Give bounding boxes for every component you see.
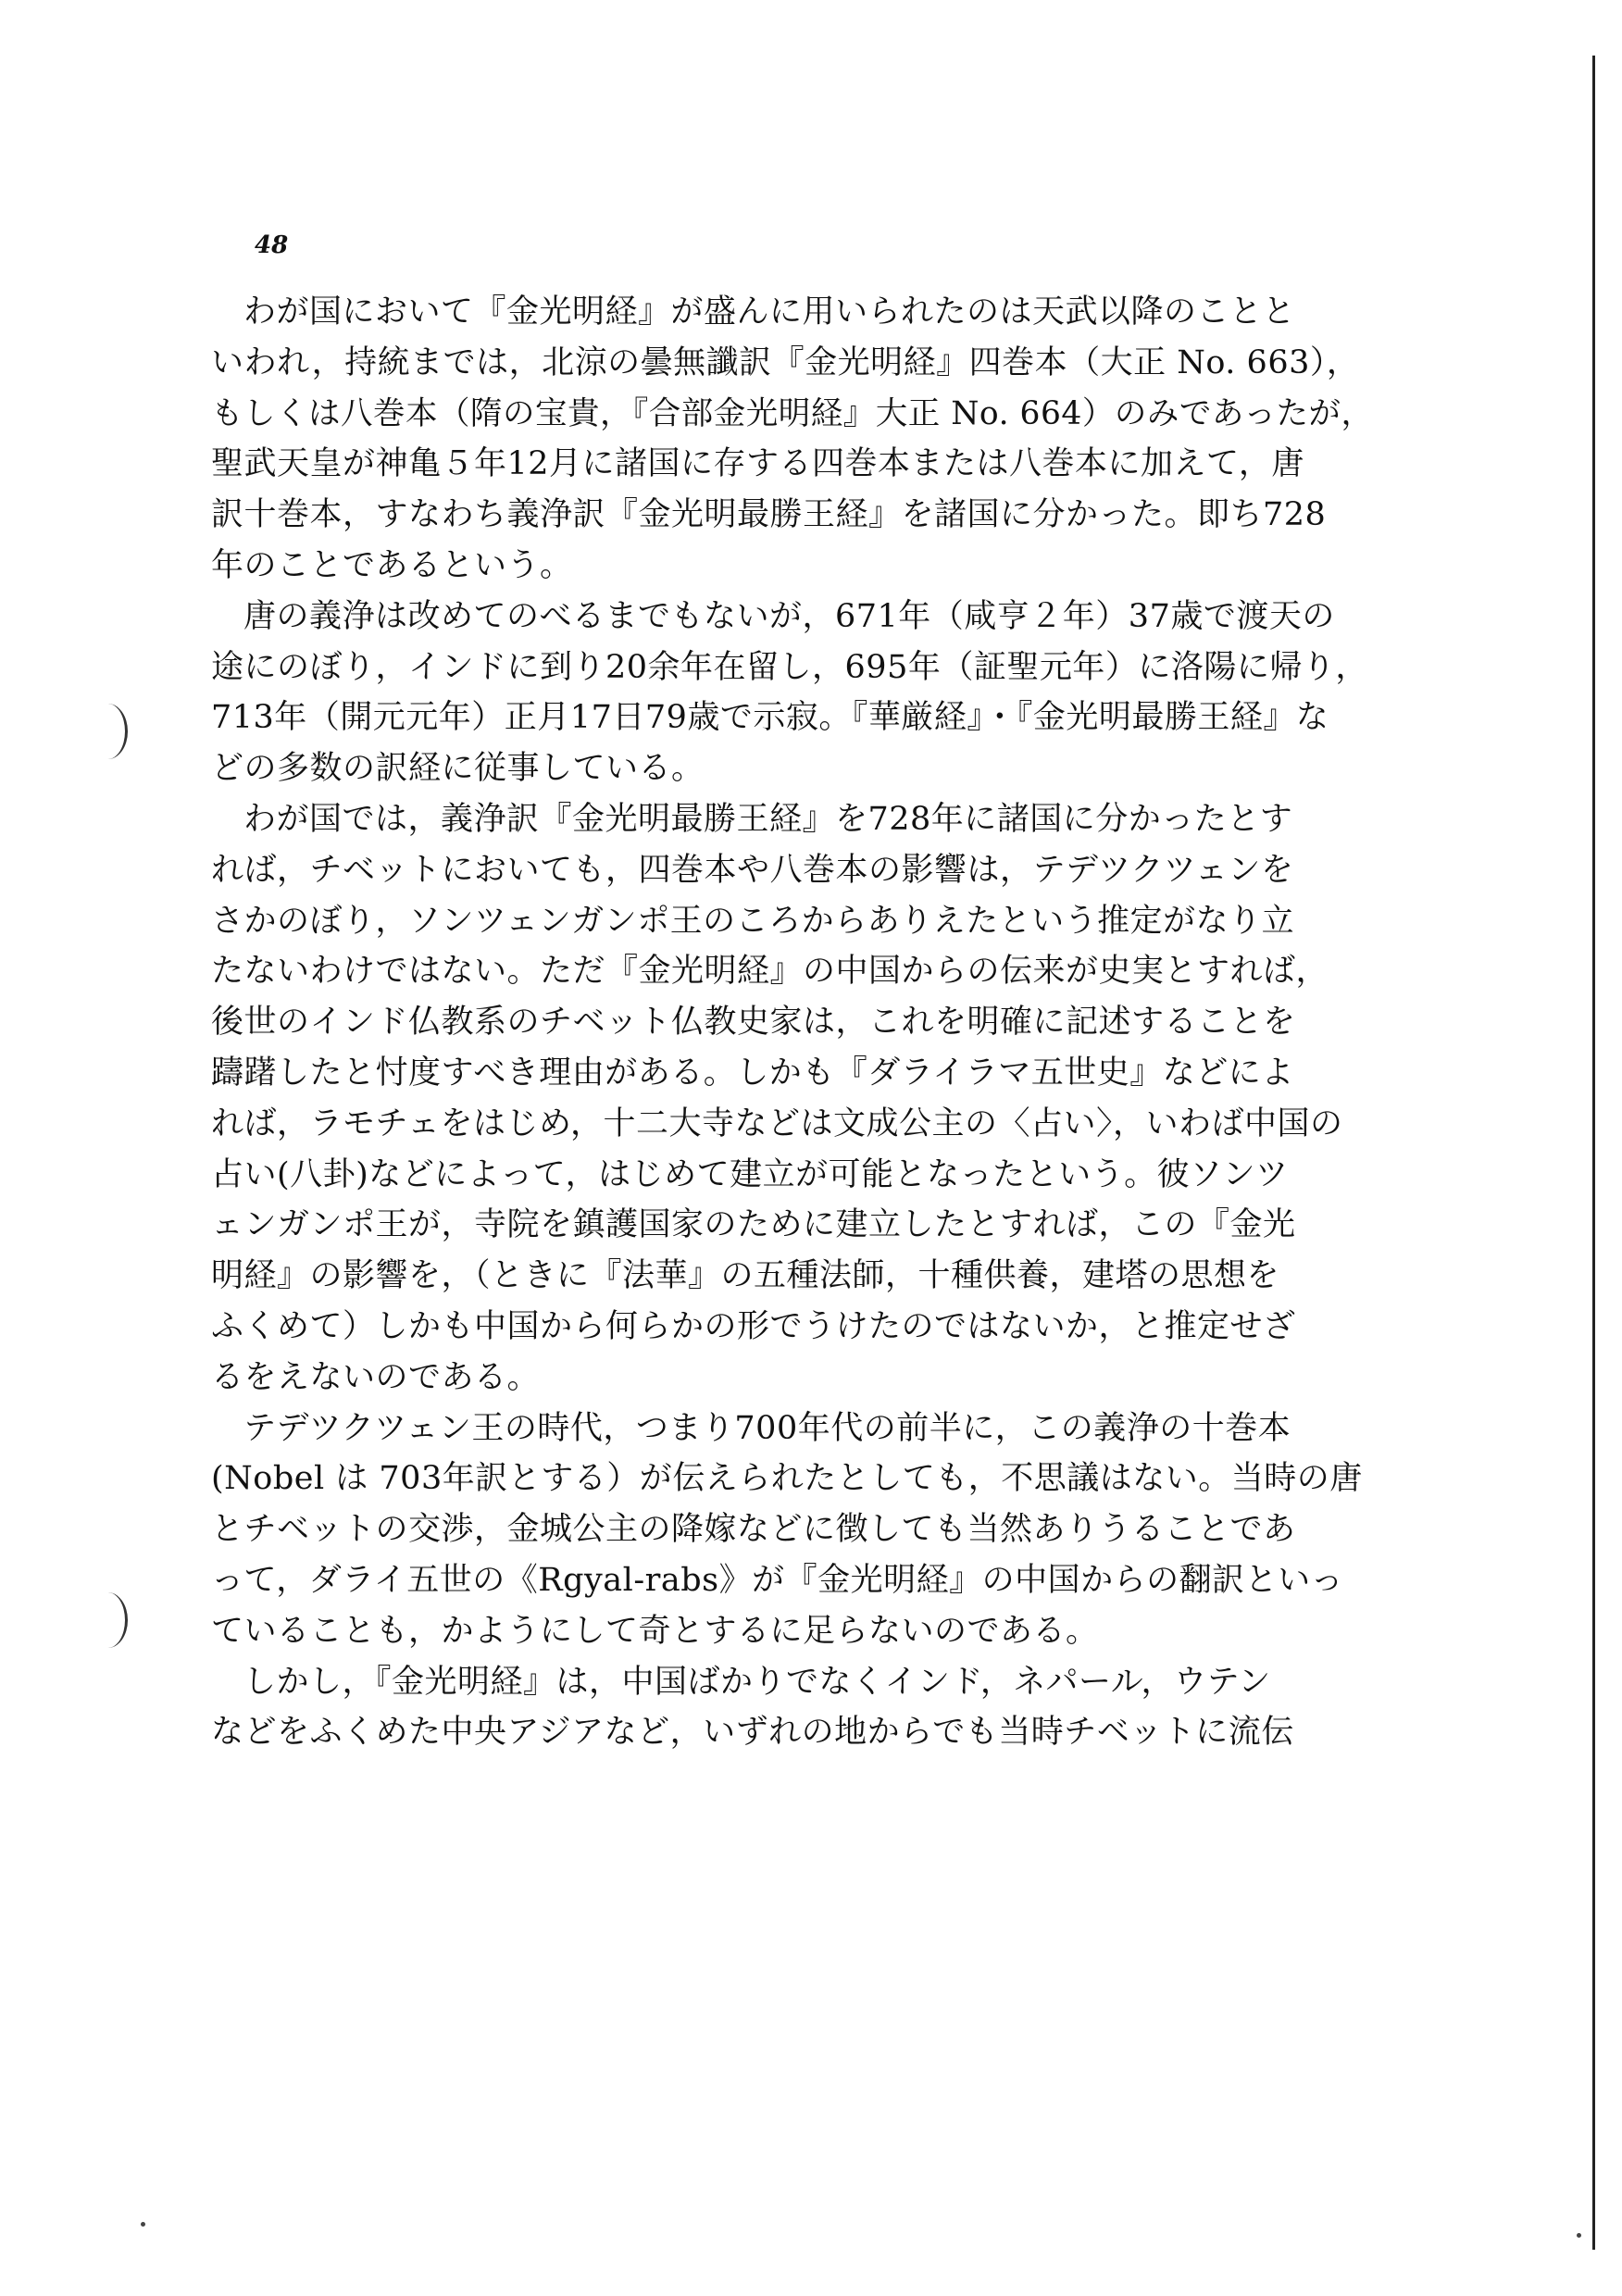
text-line: 年のことであるという。	[211, 546, 573, 584]
text-line: もしくは八巻本（隋の宝貴，『合部金光明経』大正 No. 664）のみであったが，	[211, 394, 1374, 432]
binding-mark	[88, 704, 128, 759]
text-line: 聖武天皇が神亀５年12月に諸国に存する四巻本または八巻本に加えて，唐	[211, 445, 1304, 483]
text-line: 後世のインド仏教系のチベット仏教史家は，これを明確に記述することを	[211, 1004, 1296, 1042]
text-line: いわれ，持統までは，北涼の曇無讖訳『金光明経』四巻本（大正 No. 663），	[211, 343, 1360, 381]
text-line: ェンガンポ王が，寺院を鎮護国家のために建立したとすれば，この『金光	[211, 1206, 1296, 1244]
body-text	[211, 287, 1387, 1758]
scan-speck	[141, 2222, 145, 2227]
text-line: 占い(八卦)などによって，はじめて建立が可能となったという。彼ソンツ	[211, 1155, 1289, 1193]
text-line: ていることも，かようにして奇とするに足らないのである。	[211, 1612, 1099, 1650]
text-line: とチベットの交渉，金城公主の降嫁などに徴しても当然ありうることであ	[211, 1511, 1296, 1549]
text-line: 明経』の影響を，（ときに『法華』の五種法師，十種供養，建塔の思想を	[211, 1257, 1280, 1295]
page-number: 48	[255, 231, 289, 259]
text-line: れば，チベットにおいても，四巻本や八巻本の影響は，テデツクツェンを	[211, 851, 1294, 889]
text-line: わが国において『金光明経』が盛んに用いられたのは天武以降のことと	[243, 293, 1296, 331]
scan-speck	[1577, 2233, 1581, 2238]
text-line: どの多数の訳経に従事している。	[211, 750, 705, 788]
text-line: るをえないのである。	[211, 1358, 541, 1396]
binding-mark	[88, 1592, 128, 1648]
text-line: わが国では，義浄訳『金光明最勝王経』を728年に諸国に分かったとす	[243, 800, 1293, 838]
text-line: (Nobel は 703年訳とする）が伝えられたとしても，不思議はない。当時の唐	[211, 1460, 1363, 1498]
text-line: たないわけではない。ただ『金光明経』の中国からの伝来が史実とすれば，	[211, 953, 1329, 991]
page-edge-rule	[1592, 56, 1595, 2250]
text-line: 躊躇したと忖度すべき理由がある。しかも『ダライラマ五世史』などによ	[211, 1054, 1294, 1092]
text-line: ふくめて）しかも中国から何らかの形でうけたのではないか，と推定せざ	[211, 1307, 1296, 1345]
text-line: テデツクツェン王の時代，つまり700年代の前半に，この義浄の十巻本	[243, 1409, 1291, 1447]
text-line: などをふくめた中央アジアなど，いずれの地からでも当時チベットに流伝	[211, 1714, 1294, 1752]
text-line: って，ダライ五世の《Rgyal-rabs》が『金光明経』の中国からの翻訳といっ	[211, 1561, 1344, 1599]
text-line: しかし，『金光明経』は，中国ばかりでなくインド，ネパール，ウテン	[243, 1663, 1271, 1701]
text-line: 唐の義浄は改めてのべるまでもないが，671年（咸亨２年）37歳で渡天の	[243, 597, 1335, 635]
text-line: 713年（開元元年）正月17日79歳で示寂。『華厳経』・『金光明最勝王経』な	[211, 699, 1329, 737]
text-line: さかのぼり，ソンツェンガンポ王のころからありえたという推定がなり立	[211, 902, 1295, 940]
text-line: 途にのぼり，インドに到り20余年在留し，695年（証聖元年）に洛陽に帰り，	[211, 648, 1368, 686]
text-line: れば，ラモチェをはじめ，十二大寺などは文成公主の〈占い〉，いわば中国の	[211, 1104, 1343, 1142]
text-line: 訳十巻本，すなわち義浄訳『金光明最勝王経』を諸国に分かった。即ち728	[211, 496, 1327, 534]
